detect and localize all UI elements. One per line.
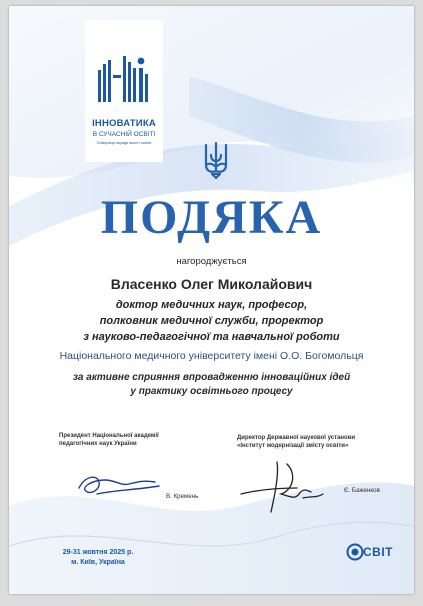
right-signature-handwriting [237,454,327,516]
event-place: м. Київ, Україна [71,559,125,566]
left-signatory-name: В. Кремень [166,493,199,500]
left-signatory-title [59,433,159,448]
trident-coat-of-arms-icon [203,141,229,179]
left-signature-handwriting [75,468,163,500]
logo-tagline: Співпраця заради якості освіти [96,141,152,145]
event-date-place [9,548,187,568]
recipient-position-line: полковник медичної служби, проректор [99,315,324,327]
svit-logo-icon [346,543,364,561]
left-signatory-title-line: педагогічних наук України [59,440,137,447]
right-signatory-title-line: Директор Державної наукової установи [237,435,356,441]
recipient-position-line: з науково-педагогічної та навчальної роботи [83,331,340,343]
recipient-name: Власенко Олег Миколайович [110,276,313,292]
organizer-logo [85,20,163,162]
event-date: 29-31 жовтня 2025 р. [62,549,134,556]
certificate-title: ПОДЯКА [100,191,323,244]
logo-title: ІННОВАТИКА [92,118,156,129]
left-signatory-title-line: Президент Національної академії [59,433,159,439]
right-signatory-title-line: «Інститут модернізації змісту освіти» [237,442,349,449]
recipient-institution: Національного медичного університету імені О.О. Богомольця [59,350,364,362]
award-reason-line: за активне сприяння впровадженню інноваційних ідей [72,372,351,383]
recipient-position-line: доктор медичних наук, професор, [115,299,308,311]
award-reason-line: у практику освітнього процесу [130,386,293,397]
svit-brand: СВІТ [363,545,393,559]
certificate-page [9,6,414,594]
right-signatory-title [237,435,355,450]
innovatyka-logo-icon [98,52,150,102]
logo-subtitle: В СУЧАСНІЙ ОСВІТІ [92,131,156,138]
awarded-text: нагороджується [176,256,247,267]
right-signatory-name: Є. Баженков [344,487,380,494]
